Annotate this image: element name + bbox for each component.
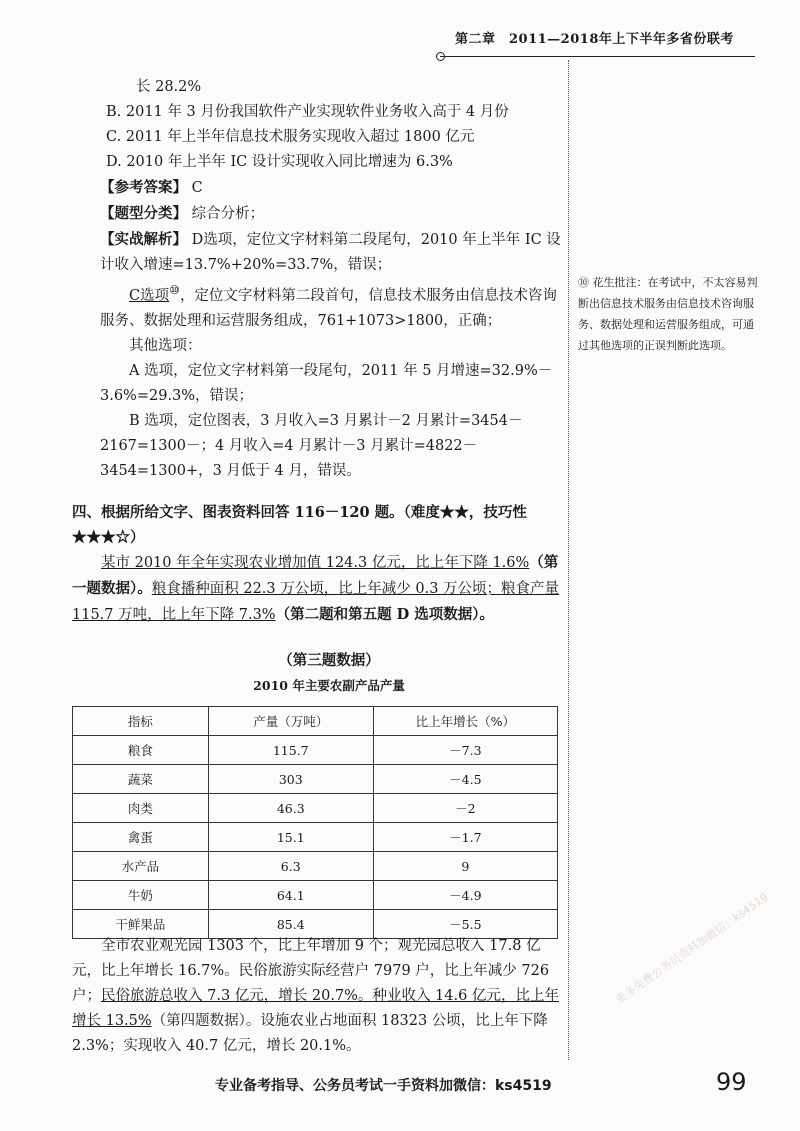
header-rule <box>440 56 755 57</box>
bottom-text <box>72 934 562 1059</box>
table-cell: －5.5 <box>373 910 557 939</box>
table-header-cell: 产量（万吨） <box>208 707 373 736</box>
table-row <box>73 823 558 852</box>
analysis-other: 其他选项： <box>129 337 202 354</box>
bottom-t2: （第四题数据）。设施农业占地面积 18323 公顷，比上年下降 2.3%；实现收入 40.7 亿元，增长 20.1%。 <box>72 1013 548 1054</box>
analysis-c-label: C选项 <box>129 287 170 304</box>
table-cell: －4.5 <box>373 765 557 794</box>
table-cell: 粮食 <box>73 736 209 765</box>
analysis-c-text: ，定位文字材料第二段首句，信息技术服务由信息技术咨询服务、数据处理和运营服务组成，761+1073>1800，正确； <box>100 287 557 329</box>
option-c: C. 2011 年上半年信息技术服务实现收入超过 1800 亿元 <box>106 129 475 145</box>
bottom-u1: 民俗旅游总收入 7.3 亿元，增长 20.7%。种业收入 14.6 亿元，比上年增长 13.5% <box>72 988 559 1029</box>
bottom-para <box>72 934 562 1059</box>
table-label: （第三题数据） <box>278 652 380 669</box>
table-cell: 蔬菜 <box>73 765 209 794</box>
table-cell: 64.1 <box>208 881 373 910</box>
analysis-label: 【实战解析】 <box>100 231 187 248</box>
table-block <box>100 648 558 939</box>
table-cell: 禽蛋 <box>73 823 209 852</box>
table-row <box>73 765 558 794</box>
section-p-u1: 某市 2010 年全年实现农业增加值 124.3 亿元，比上年下降 1.6% <box>101 555 530 571</box>
analysis-d <box>100 227 568 278</box>
qtype-line <box>100 201 568 227</box>
table-cell: 115.7 <box>208 736 373 765</box>
table-cell: 85.4 <box>208 910 373 939</box>
section-p-u2: 粮食播种面积 22.3 万公顷，比上年减少 0.3 万公顷；粮食产量 115.7 万吨，比上年下降 7.3% <box>72 581 560 623</box>
table-cell: －7.3 <box>373 736 557 765</box>
section-para <box>72 550 568 628</box>
option-a-cont: 长 28.2% <box>136 79 202 95</box>
analysis-a: A 选项，定位文字材料第一段尾句，2011 年 5 月增速=32.9%－3.6%=29.3%，错误； <box>100 362 553 404</box>
qtype-label: 【题型分类】 <box>100 205 187 222</box>
answer-label: 【参考答案】 <box>100 179 187 196</box>
table-title: 2010 年主要农副产品产量 <box>253 678 405 693</box>
table-cell: 15.1 <box>208 823 373 852</box>
margin-divider <box>568 60 569 1060</box>
table-cell: 牛奶 <box>73 881 209 910</box>
analysis-d-text: D选项，定位文字材料第二段尾句，2010 年上半年 IC 设计收入增速=13.7%+20%=33.7%，错误； <box>100 232 561 273</box>
watermark: 更多免费公务员资料加微信：ks4519 <box>613 890 771 1007</box>
table-cell: 肉类 <box>73 794 209 823</box>
option-d: D. 2010 年上半年 IC 设计实现收入同比增速为 6.3% <box>106 154 453 170</box>
running-header: 第二章 2011—2018年上下半年多省份联考 <box>455 32 734 47</box>
table-cell: －2 <box>373 794 557 823</box>
table-cell: 303 <box>208 765 373 794</box>
section-p-t1: （第一题数据）。 <box>72 554 559 597</box>
section-4 <box>72 500 568 628</box>
table-cell: 46.3 <box>208 794 373 823</box>
footnote-ref: ⑩ <box>169 283 180 297</box>
option-b: B. 2011 年 3 月份我国软件产业实现软件业务收入高于 4 月份 <box>106 104 509 120</box>
table-cell: 9 <box>373 852 557 881</box>
table-row <box>73 852 558 881</box>
answer-line <box>100 175 568 201</box>
table-row <box>73 736 558 765</box>
analysis-b: B 选项，定位图表，3 月收入=3 月累计－2 月累计=3454－2167=1300－；4 月收入=4 月累计－3 月累计=4822－3454=1300+，3 月低于 4 月，错误。 <box>100 412 523 479</box>
question-block <box>100 75 568 484</box>
production-table <box>72 706 558 939</box>
table-cell: 水产品 <box>73 852 209 881</box>
section-heading: 四、根据所给文字、图表资料回答 116－120 题。（难度★★，技巧性★★★☆） <box>72 504 527 546</box>
table-cell: －1.7 <box>373 823 557 852</box>
table-row <box>73 794 558 823</box>
table-cell: 6.3 <box>208 852 373 881</box>
bottom-t1: 全市农业观光园 1303 个，比上年增加 9 个；观光园总收入 17.8 亿元，比上年增长 16.7%。民俗旅游实际经营户 7979 户，比上年减少 726 户； <box>72 938 550 1004</box>
side-note: ⑩ 花生批注：在考试中，不太容易判断出信息技术服务由信息技术咨询服务、数据处理和运营服务组成，可通过其他选项的正误判断此选项。 <box>578 276 758 352</box>
qtype-value: 综合分析； <box>191 206 265 222</box>
table-cell: 干鲜果品 <box>73 910 209 939</box>
section-p-t2: （第二题和第五题 D 选项数据）。 <box>275 606 494 623</box>
analysis-c <box>100 278 568 334</box>
answer-value: C <box>191 180 203 196</box>
table-header-row <box>73 707 558 736</box>
table-header-cell: 指标 <box>73 707 209 736</box>
table-row <box>73 881 558 910</box>
page-number: 99 <box>716 1068 747 1096</box>
table-cell: －4.9 <box>373 881 557 910</box>
footer-text: 专业备考指导、公务员考试一手资料加微信：ks4519 <box>215 1078 552 1094</box>
table-header-cell: 比上年增长（%） <box>373 707 557 736</box>
